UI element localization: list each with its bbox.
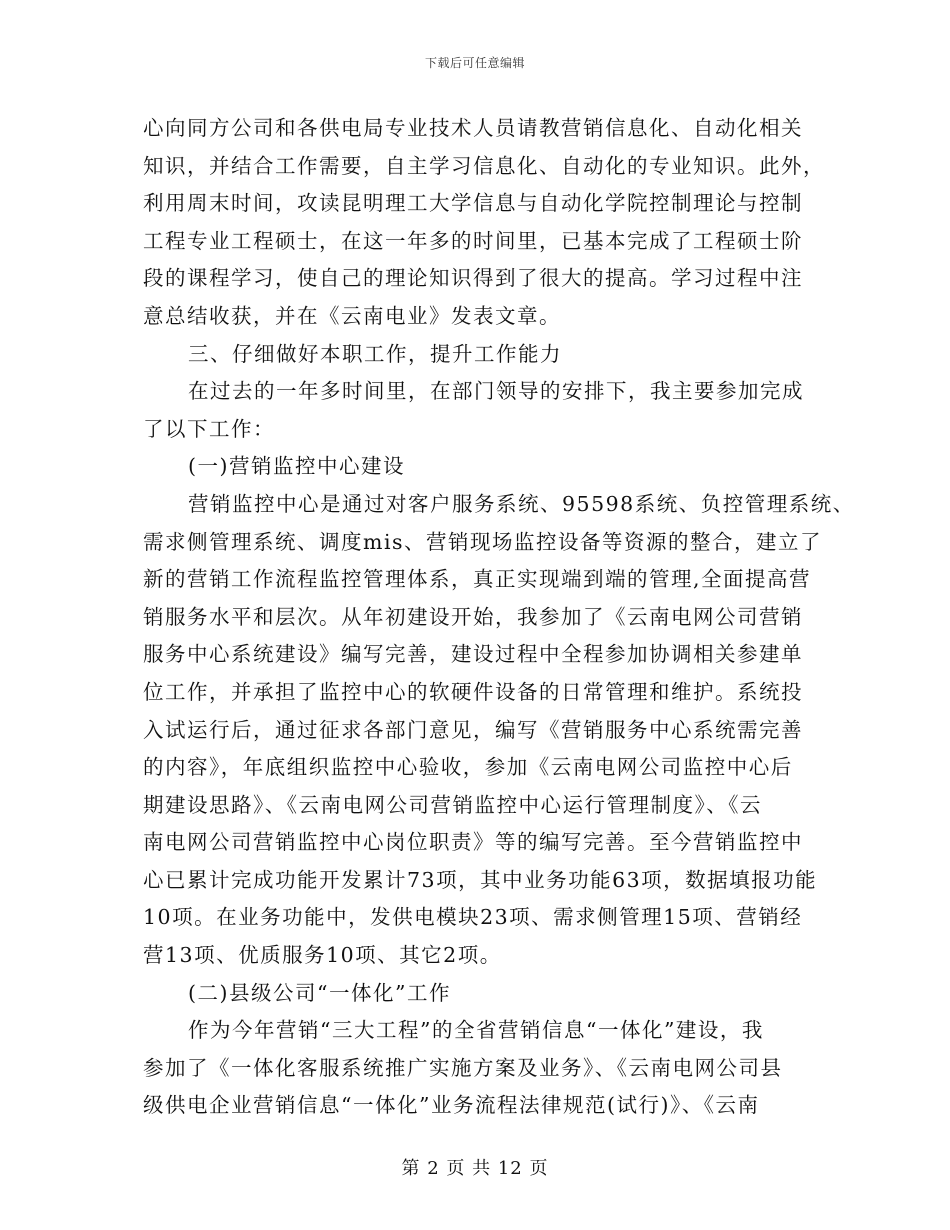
text-line: 意总结收获，并在《云南电业》发表文章。 <box>143 303 561 328</box>
text-line: 营销监控中心是通过对客户服务系统、95598系统、负控管理系统、 <box>188 491 855 516</box>
document-body <box>143 110 855 1125</box>
text-line: 知识，并结合工作需要，自主学习信息化、自动化的专业知识。此外， <box>143 153 825 178</box>
text-line: 工程专业工程硕士，在这一年多的时间里，已基本完成了工程硕士阶 <box>143 228 803 253</box>
text-line: 级供电企业营销信息“一体化”业务流程法律规范(试行)》、《云南 <box>143 1093 760 1118</box>
text-line: 销服务水平和层次。从年初建设开始，我参加了《云南电网公司营销 <box>143 604 803 629</box>
subsection-heading: (一)营销监控中心建设 <box>188 454 405 479</box>
text-line: 在过去的一年多时间里，在部门领导的安排下，我主要参加完成 <box>188 379 804 404</box>
text-line: 参加了《一体化客服系统推广实施方案及业务》、《云南电网公司县 <box>143 1055 783 1080</box>
text-line: 作为今年营销“三大工程”的全省营销信息“一体化”建设，我 <box>188 1018 764 1043</box>
text-line: 需求侧管理系统、调度mis、营销现场监控设备等资源的整合，建立了 <box>143 529 823 554</box>
text-line: 位工作，并承担了监控中心的软硬件设备的日常管理和维护。系统投 <box>143 679 803 704</box>
text-line: 心向同方公司和各供电局专业技术人员请教营销信息化、自动化相关 <box>143 116 803 140</box>
text-line: 营13项、优质服务10项、其它2项。 <box>143 943 502 968</box>
text-line: 了以下工作： <box>143 416 275 441</box>
text-line: 入试运行后，通过征求各部门意见，编写《营销服务中心系统需完善 <box>143 717 803 742</box>
text-line: 心已累计完成功能开发累计73项，其中业务功能63项，数据填报功能 <box>143 867 818 892</box>
text-line: 10项。在业务功能中，发供电模块23项、需求侧管理15项、营销经 <box>143 905 803 930</box>
section-heading: 三、仔细做好本职工作，提升工作能力 <box>188 341 562 366</box>
page-header: 下载后可任意编辑 <box>424 56 525 70</box>
text-line: 南电网公司营销监控中心岗位职责》等的编写完善。至今营销监控中 <box>143 830 803 855</box>
text-line: 段的课程学习，使自己的理论知识得到了很大的提高。学习过程中注 <box>143 266 803 291</box>
text-line: 期建设思路》、《云南电网公司营销监控中心运行管理制度》、《云 <box>143 792 762 817</box>
text-line: 的内容》，年底组织监控中心验收，参加《云南电网公司监控中心后 <box>143 755 793 780</box>
page-number-footer: 第 2 页 共 12 页 <box>401 1158 549 1179</box>
subsection-heading: (二)县级公司“一体化”工作 <box>188 980 451 1005</box>
text-line: 新的营销工作流程监控管理体系，真正实现端到端的管理,全面提高营 <box>143 567 812 592</box>
text-line: 服务中心系统建设》编写完善，建设过程中全程参加协调相关参建单 <box>143 642 803 667</box>
text-line: 利用周末时间，攻读昆明理工大学信息与自动化学院控制理论与控制 <box>143 191 803 216</box>
